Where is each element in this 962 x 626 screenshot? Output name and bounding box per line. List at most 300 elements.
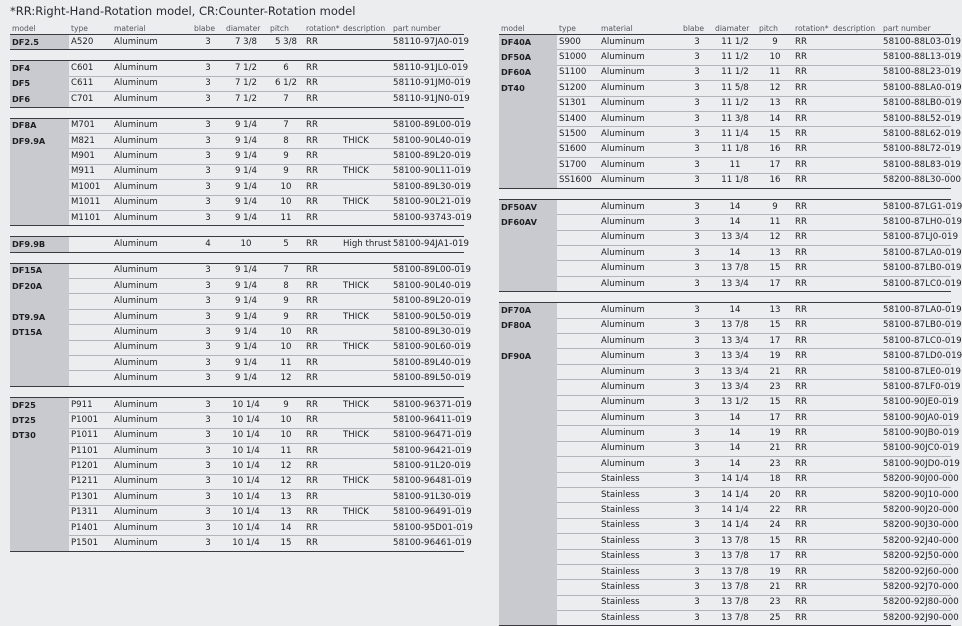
type-cell: C611 <box>69 76 112 91</box>
pitch-cell: 23 <box>757 380 793 395</box>
blade-cell: 3 <box>681 534 713 549</box>
part-number-cell: 58100-96461-019 <box>391 536 464 551</box>
part-number-cell: 58100-90JD0-019 <box>881 457 951 472</box>
material-cell: Aluminum <box>599 35 681 50</box>
model-cell: DF80A <box>499 318 557 333</box>
type-cell <box>557 549 599 564</box>
type-cell <box>557 215 599 230</box>
table-row <box>499 472 951 487</box>
material-cell: Aluminum <box>599 173 681 188</box>
part-number-cell: 58200-92J50-000 <box>881 549 951 564</box>
blade-cell: 3 <box>681 215 713 230</box>
rotation-cell: RR <box>304 459 341 474</box>
diameter-cell: 9 1/4 <box>224 356 268 371</box>
blade-cell: 3 <box>192 76 224 91</box>
table-row <box>10 443 464 458</box>
pitch-cell: 11 <box>268 356 304 371</box>
material-cell: Stainless <box>599 518 681 533</box>
material-cell: Aluminum <box>112 459 192 474</box>
rotation-cell: RR <box>304 536 341 551</box>
material-cell: Aluminum <box>112 325 192 340</box>
table-row <box>499 230 951 245</box>
material-cell: Aluminum <box>599 246 681 261</box>
material-cell: Aluminum <box>599 215 681 230</box>
description-cell <box>831 81 881 96</box>
rotation-cell: RR <box>304 180 341 195</box>
description-cell <box>341 92 391 107</box>
blade-cell: 3 <box>681 487 713 502</box>
pitch-cell: 9 <box>757 199 793 214</box>
blade-cell: 3 <box>681 246 713 261</box>
blade-cell: 3 <box>681 380 713 395</box>
type-cell <box>557 276 599 291</box>
blade-cell: 3 <box>681 173 713 188</box>
table-row <box>10 520 464 535</box>
pitch-cell: 17 <box>757 410 793 425</box>
part-number-cell: 58100-90JC0-019 <box>881 441 951 456</box>
description-cell <box>831 261 881 276</box>
pitch-cell: 12 <box>268 459 304 474</box>
header-part-number: part number <box>391 22 464 35</box>
table-row <box>499 534 951 549</box>
table-row <box>10 263 464 278</box>
description-cell <box>341 536 391 551</box>
model-cell <box>499 503 557 518</box>
rotation-cell: RR <box>793 487 831 502</box>
blade-cell: 3 <box>192 195 224 210</box>
model-cell <box>499 334 557 349</box>
model-cell <box>10 536 69 551</box>
type-cell: S1500 <box>557 127 599 142</box>
description-cell <box>831 395 881 410</box>
description-cell <box>341 180 391 195</box>
table-row <box>499 50 951 65</box>
table-row <box>10 237 464 252</box>
model-cell: DF15A <box>10 263 69 278</box>
blade-cell: 3 <box>192 263 224 278</box>
material-cell: Aluminum <box>112 61 192 76</box>
header-model: model <box>499 22 557 35</box>
part-number-cell: 58100-91L20-019 <box>391 459 464 474</box>
diameter-cell: 9 1/4 <box>224 149 268 164</box>
spacer-cell <box>499 188 951 199</box>
description-cell <box>831 364 881 379</box>
model-cell <box>499 230 557 245</box>
material-cell: Aluminum <box>599 380 681 395</box>
header-pitch: pitch <box>268 22 304 35</box>
part-number-cell: 58100-89L30-019 <box>391 180 464 195</box>
type-cell <box>557 518 599 533</box>
rotation-cell: RR <box>793 142 831 157</box>
part-number-cell: 58100-96481-019 <box>391 474 464 489</box>
spacer-cell <box>10 226 464 237</box>
material-cell: Aluminum <box>112 237 192 252</box>
pitch-cell: 8 <box>268 279 304 294</box>
type-cell: M1001 <box>69 180 112 195</box>
material-cell: Aluminum <box>112 263 192 278</box>
description-cell <box>341 459 391 474</box>
diameter-cell: 10 1/4 <box>224 397 268 412</box>
model-cell <box>499 426 557 441</box>
description-cell: THICK <box>341 279 391 294</box>
model-cell: DF50AV <box>499 199 557 214</box>
blade-cell: 3 <box>681 349 713 364</box>
group-spacer <box>499 292 951 303</box>
rotation-cell: RR <box>793 81 831 96</box>
right-propeller-table <box>499 22 962 626</box>
description-cell <box>831 457 881 472</box>
pitch-cell: 5 <box>268 237 304 252</box>
model-cell <box>499 96 557 111</box>
pitch-cell: 15 <box>757 318 793 333</box>
type-cell <box>557 395 599 410</box>
diameter-cell: 9 1/4 <box>224 180 268 195</box>
material-cell: Aluminum <box>599 276 681 291</box>
diameter-cell: 13 7/8 <box>713 534 757 549</box>
type-cell: S1700 <box>557 158 599 173</box>
material-cell: Aluminum <box>112 180 192 195</box>
header-part-number: part number <box>881 22 951 35</box>
type-cell: C601 <box>69 61 112 76</box>
pitch-cell: 10 <box>268 195 304 210</box>
model-cell: DF60A <box>499 65 557 80</box>
part-number-cell: 58100-90L21-019 <box>391 195 464 210</box>
rotation-cell: RR <box>793 410 831 425</box>
diameter-cell: 14 <box>713 410 757 425</box>
rotation-cell: RR <box>793 276 831 291</box>
pitch-cell: 6 <box>268 61 304 76</box>
material-cell: Aluminum <box>112 76 192 91</box>
diameter-cell: 7 3/8 <box>224 35 268 50</box>
type-cell: S1000 <box>557 50 599 65</box>
diameter-cell: 14 <box>713 303 757 318</box>
diameter-cell: 11 1/4 <box>713 127 757 142</box>
description-cell <box>341 263 391 278</box>
description-cell <box>341 371 391 386</box>
pitch-cell: 17 <box>757 158 793 173</box>
type-cell <box>557 364 599 379</box>
diameter-cell: 14 <box>713 215 757 230</box>
diameter-cell: 10 1/4 <box>224 459 268 474</box>
group-spacer <box>10 252 464 263</box>
material-cell: Aluminum <box>599 457 681 472</box>
spacer-cell <box>10 252 464 263</box>
blade-cell: 3 <box>192 92 224 107</box>
description-cell <box>341 118 391 133</box>
group-spacer <box>10 50 464 61</box>
model-cell <box>499 518 557 533</box>
rotation-cell: RR <box>304 92 341 107</box>
rotation-cell: RR <box>304 35 341 50</box>
pitch-cell: 21 <box>757 364 793 379</box>
blade-cell: 3 <box>681 199 713 214</box>
model-cell <box>499 472 557 487</box>
model-cell <box>499 595 557 610</box>
material-cell: Stainless <box>599 580 681 595</box>
blade-cell: 3 <box>681 318 713 333</box>
rotation-cell: RR <box>304 325 341 340</box>
model-cell <box>10 149 69 164</box>
model-cell <box>10 340 69 355</box>
table-row <box>10 340 464 355</box>
type-cell <box>557 246 599 261</box>
part-number-cell: 58100-88L23-019 <box>881 65 951 80</box>
blade-cell: 3 <box>192 210 224 225</box>
material-cell: Stainless <box>599 472 681 487</box>
blade-cell: 3 <box>681 35 713 50</box>
table-row <box>10 459 464 474</box>
description-cell <box>341 520 391 535</box>
part-number-cell: 58100-87LA0-019 <box>881 246 951 261</box>
type-cell: M821 <box>69 133 112 148</box>
diameter-cell: 11 3/8 <box>713 111 757 126</box>
diameter-cell: 9 1/4 <box>224 340 268 355</box>
description-cell <box>831 518 881 533</box>
description-cell <box>831 503 881 518</box>
diameter-cell: 7 1/2 <box>224 92 268 107</box>
diameter-cell: 13 7/8 <box>713 611 757 626</box>
part-number-cell: 58100-88L62-019 <box>881 127 951 142</box>
rotation-legend-note: *RR:Right-Hand-Rotation model, CR:Counter-Rotation model <box>10 4 356 18</box>
material-cell: Stainless <box>599 595 681 610</box>
diameter-cell: 14 1/4 <box>713 472 757 487</box>
table-row <box>10 428 464 443</box>
model-cell <box>499 534 557 549</box>
material-cell: Aluminum <box>599 50 681 65</box>
rotation-cell: RR <box>304 474 341 489</box>
blade-cell: 3 <box>192 294 224 309</box>
model-cell <box>10 356 69 371</box>
rotation-cell: RR <box>793 334 831 349</box>
blade-cell: 3 <box>681 611 713 626</box>
diameter-cell: 11 5/8 <box>713 81 757 96</box>
description-cell <box>831 564 881 579</box>
description-cell <box>341 294 391 309</box>
part-number-cell: 58100-89L20-019 <box>391 294 464 309</box>
type-cell <box>557 334 599 349</box>
rotation-cell: RR <box>304 505 341 520</box>
spacer-cell <box>10 107 464 118</box>
diameter-cell: 13 7/8 <box>713 595 757 610</box>
model-cell <box>10 294 69 309</box>
type-cell: P1501 <box>69 536 112 551</box>
description-cell: THICK <box>341 133 391 148</box>
material-cell: Aluminum <box>599 96 681 111</box>
pitch-cell: 12 <box>268 371 304 386</box>
pitch-cell: 15 <box>268 536 304 551</box>
material-cell: Aluminum <box>112 279 192 294</box>
model-cell <box>499 549 557 564</box>
type-cell <box>557 503 599 518</box>
model-cell <box>10 195 69 210</box>
part-number-cell: 58110-91JN0-019 <box>391 92 464 107</box>
description-cell <box>341 413 391 428</box>
diameter-cell: 13 7/8 <box>713 580 757 595</box>
header-blade: blabe <box>192 22 224 35</box>
rotation-cell: RR <box>304 210 341 225</box>
blade-cell: 3 <box>681 472 713 487</box>
model-cell <box>10 490 69 505</box>
model-cell: DT40 <box>499 81 557 96</box>
part-number-cell: 58100-87LB0-019 <box>881 318 951 333</box>
rotation-cell: RR <box>793 158 831 173</box>
diameter-cell: 14 1/4 <box>713 518 757 533</box>
diameter-cell: 7 1/2 <box>224 61 268 76</box>
part-number-cell: 58100-89L40-019 <box>391 356 464 371</box>
table-row <box>499 564 951 579</box>
diameter-cell: 14 <box>713 246 757 261</box>
diameter-cell: 11 1/2 <box>713 50 757 65</box>
part-number-cell: 58200-88L30-000 <box>881 173 951 188</box>
part-number-cell: 58100-90L50-019 <box>391 309 464 324</box>
pitch-cell: 8 <box>268 133 304 148</box>
pitch-cell: 19 <box>757 349 793 364</box>
part-number-cell: 58100-88LA0-019 <box>881 81 951 96</box>
diameter-cell: 10 1/4 <box>224 413 268 428</box>
description-cell <box>831 96 881 111</box>
table-row <box>10 474 464 489</box>
blade-cell: 3 <box>681 364 713 379</box>
diameter-cell: 10 <box>224 237 268 252</box>
type-cell <box>557 441 599 456</box>
model-cell: DF25 <box>10 397 69 412</box>
rotation-cell: RR <box>304 76 341 91</box>
description-cell <box>831 35 881 50</box>
type-cell: S1600 <box>557 142 599 157</box>
model-cell <box>499 457 557 472</box>
blade-cell: 3 <box>681 276 713 291</box>
material-cell: Aluminum <box>599 199 681 214</box>
blade-cell: 3 <box>192 459 224 474</box>
rotation-cell: RR <box>793 380 831 395</box>
table-row <box>10 61 464 76</box>
pitch-cell: 15 <box>757 534 793 549</box>
rotation-cell: RR <box>304 340 341 355</box>
model-cell: DF9.9B <box>10 237 69 252</box>
diameter-cell: 14 <box>713 457 757 472</box>
model-cell: DF6 <box>10 92 69 107</box>
header-diameter: diamater <box>224 22 268 35</box>
diameter-cell: 9 1/4 <box>224 325 268 340</box>
type-cell <box>557 318 599 333</box>
header-description: description <box>341 22 391 35</box>
model-cell <box>499 487 557 502</box>
rotation-cell: RR <box>793 518 831 533</box>
rotation-cell: RR <box>304 294 341 309</box>
table-row <box>10 505 464 520</box>
pitch-cell: 16 <box>757 142 793 157</box>
table-row <box>499 261 951 276</box>
rotation-cell: RR <box>793 303 831 318</box>
diameter-cell: 14 <box>713 426 757 441</box>
rotation-cell: RR <box>793 111 831 126</box>
blade-cell: 3 <box>681 230 713 245</box>
rotation-cell: RR <box>304 237 341 252</box>
header-blade: blabe <box>681 22 713 35</box>
type-cell <box>557 426 599 441</box>
type-cell: P1201 <box>69 459 112 474</box>
model-cell <box>499 564 557 579</box>
type-cell <box>557 487 599 502</box>
model-cell <box>499 410 557 425</box>
table-row <box>10 356 464 371</box>
type-cell <box>69 340 112 355</box>
part-number-cell: 58100-89L20-019 <box>391 149 464 164</box>
diameter-cell: 13 3/4 <box>713 364 757 379</box>
blade-cell: 3 <box>681 50 713 65</box>
table-row <box>499 199 951 214</box>
model-cell <box>499 364 557 379</box>
rotation-cell: RR <box>304 490 341 505</box>
pitch-cell: 23 <box>757 595 793 610</box>
part-number-cell: 58200-92J70-000 <box>881 580 951 595</box>
material-cell: Stainless <box>599 487 681 502</box>
part-number-cell: 58100-89L30-019 <box>391 325 464 340</box>
material-cell: Aluminum <box>112 356 192 371</box>
rotation-cell: RR <box>793 426 831 441</box>
part-number-cell: 58110-91JM0-019 <box>391 76 464 91</box>
part-number-cell: 58100-90JA0-019 <box>881 410 951 425</box>
table-row <box>10 309 464 324</box>
rotation-cell: RR <box>793 549 831 564</box>
blade-cell: 3 <box>192 180 224 195</box>
model-cell <box>10 443 69 458</box>
table-row <box>499 246 951 261</box>
description-cell <box>341 210 391 225</box>
description-cell <box>831 534 881 549</box>
model-cell <box>499 158 557 173</box>
material-cell: Stainless <box>599 564 681 579</box>
pitch-cell: 15 <box>757 395 793 410</box>
pitch-cell: 17 <box>757 276 793 291</box>
description-cell <box>831 246 881 261</box>
type-cell: S1100 <box>557 65 599 80</box>
description-cell <box>831 142 881 157</box>
rotation-cell: RR <box>793 395 831 410</box>
pitch-cell: 13 <box>268 505 304 520</box>
model-cell: DF90A <box>499 349 557 364</box>
part-number-cell: 58100-96471-019 <box>391 428 464 443</box>
model-cell <box>499 246 557 261</box>
part-number-cell: 58100-88L03-019 <box>881 35 951 50</box>
diameter-cell: 10 1/4 <box>224 520 268 535</box>
rotation-cell: RR <box>304 309 341 324</box>
pitch-cell: 10 <box>268 413 304 428</box>
model-cell <box>10 210 69 225</box>
model-cell: DF8A <box>10 118 69 133</box>
part-number-cell: 58100-93743-019 <box>391 210 464 225</box>
type-cell <box>557 534 599 549</box>
description-cell <box>831 276 881 291</box>
blade-cell: 3 <box>192 279 224 294</box>
spacer-cell <box>10 386 464 397</box>
table-row <box>499 318 951 333</box>
material-cell: Aluminum <box>112 164 192 179</box>
model-cell: DF60AV <box>499 215 557 230</box>
rotation-cell: RR <box>793 364 831 379</box>
table-row <box>499 364 951 379</box>
table-row <box>10 164 464 179</box>
blade-cell: 3 <box>681 81 713 96</box>
type-cell <box>69 371 112 386</box>
blade-cell: 3 <box>192 35 224 50</box>
description-cell: THICK <box>341 397 391 412</box>
part-number-cell: 58100-94JA1-019 <box>391 237 464 252</box>
rotation-cell: RR <box>793 246 831 261</box>
blade-cell: 3 <box>681 518 713 533</box>
table-row <box>499 580 951 595</box>
blade-cell: 3 <box>192 118 224 133</box>
